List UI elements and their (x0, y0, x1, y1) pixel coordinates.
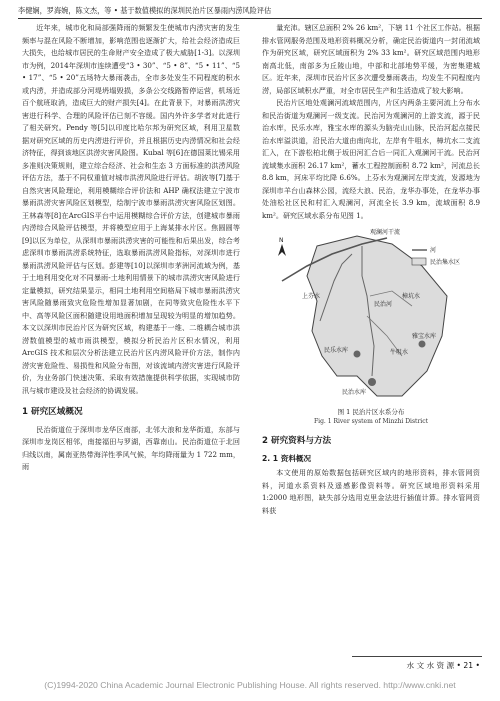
figure-caption-en: Fig. 1 River system of Minzhi District (313, 418, 429, 425)
river-paragraph: 民治片区地处观澜河流域范围内，片区内两条主要河流上分布水和民治街道为观澜河一级支流。民治河为观澜河的上游支流，源于民治水库，民乐水库，雅宝水库的源头为脑壳山山脉，民治河起点接民治水库溢洪道，沿民治大道由南向北，左岸有牛咀水，樟坑水二支流汇入，在下游松柏北侧于坂田河汇合后一同汇入观澜河干流。民治河流域集水面积 26.17 km²，蓄水工程控制面积 8.72 km²，河流总长 8.8 km，河床平均比降 6.6%。上芬水为观澜河左岸支流，发源地为深圳市羊台山森林公园，流经大浪、民治，龙华办事处，在龙华办事处油松社区民和村汇入观澜河，河流全长 3.9 km，流域面积 8.9 km²。研究区域水系分布见图 1。 (262, 98, 480, 220)
reservoir-b-label: 民乐水库 (324, 347, 349, 354)
left-column (22, 22, 240, 474)
zhangkeng-label: 樟坑水 (402, 293, 421, 300)
reservoir-a-label: 民治水库 (342, 389, 367, 396)
header-divider (18, 18, 482, 19)
river-system-map (262, 226, 480, 406)
reservoir-b-marker (354, 351, 361, 358)
north-label: N (279, 237, 284, 244)
legend-boundary-swatch (412, 258, 426, 265)
shangfen-label: 上芬水 (302, 293, 321, 300)
area-paragraph: 量充沛。辖区总面积 2% 26 km²，下辖 11 个社区工作站。根据排水管网服务范围及地形资料概况分析，确定民治街道内一封闭流域作为研究区域，研究区域面积为 2% 33 km²。研究区域范围内地形南高北低，南部多为丘陵山地，中部和北部地势平缓，为密集建城区。近年来，深圳市民治片区多次遭受暴雨袭击，均发生不同程度内涝，局部区域积水严重，对全市居民生产和生活造成了较大影响。 (262, 23, 480, 95)
journal-footer: 水 文 水 资 源 • 21 • (406, 661, 480, 670)
copyright-notice: (C)1994-2020 China Academic Journal Electronic Publishing House. All rights reserved. http://www.cnki.net (44, 680, 456, 690)
legend-boundary-label: 民治集水区 (430, 259, 461, 266)
legend-river-label: 河 (430, 247, 437, 254)
main-river-label: 观澜河干流 (370, 229, 401, 236)
running-header: 李健娴，罗海婉，陈文杰，等 • 基于数值模拟的深圳民治片区暴雨内涝风险评估 (18, 6, 272, 15)
intro-paragraph: 近年来，城市化和局部强降雨的频繁发生使城市内涝灾害的发生频率与混在风险不断增加，影响范围也逐渐扩大，给社会经济造成巨大损失，也给城市居民的生命财产安全造成了极大威胁[1-3]。以深圳市为例，2014年深圳市连续遭受“3 • 30”、“5 • 8”、“5 • 11”、“5 • 17”、“5 • 20”五场特大暴雨袭击，全市多处发生不同程度的积水或内涝，并造成部分河堤坍塌毁损，多条公交线路暂停运营，机场近百个航班取消，造成巨大的财产损失[4]。在此背景下，对暴雨洪涝灾害进行科学、合理的风险评估已刻不容缓。国内外许多学者对此进行了相关研究。Pendy 等[5]以印度比哈尔邦为研究区域，利用卫星数据对研究区域的历史内涝进行评价，并且根据历史内涝情况和社会经济特征，得到该地区洪涝灾害风险图。Kubal 等[6]在德国莱比锡采用多准则决策规则，建立综合经济、社会和生态 3 方面标准的洪涝风险评估方法，基于不同权重值对城市洪涝风险进行评估。胡波等[7]基于自然灾害风险理论，利用模糊综合评价法和 AHP 确权法建立宁波市暴雨洪涝灾害风险区划模型，绘制宁波市暴雨洪涝灾害风险区划图。王林森等[8]在ArcGIS平台中运用模糊综合评价方法，创建城市暴雨内涝综合风险评估模型，并将模型应用于上海某排水片区。焦圆圆等[9]以区为单位，从深圳市暴雨洪涝灾害的可能性和后果出发，综合考虑深圳市暴雨洪涝系统特征，选取暴雨洪涝风险指标，对深圳市进行暴雨洪涝风险评估与区划。彭建等[10]以深圳市茅洲河流域为例，基于土地利用变化对不同暴雨-土地利用情景下的城市洪涝灾害风险进行定量模拟，研究结果显示，相同土地利用空间格局下城市暴雨洪涝灾害风险随暴雨致灾危险性增加显著加剧，在同等致灾危险性水平下中、高等风险区面积随建设用地面积增加呈现较为明显的增加趋势。本文以深圳市民治片区为研究区域，构建基于一维、二维耦合城市洪涝数值模型的城市雨洪模型，模拟分析民治片区积水情况，利用 ArcGIS 技术和层次分析法建立民治片区内涝风险评价方法，制作内涝灾害危险性、易损性和风险分布图，对该流域内涝灾害进行风险评价，为业务部门快速决策、采取有效措施提供科学依据，实现城市防汛与城市建设及社会经济的协调发展。 (22, 23, 240, 395)
reservoir-a-marker (368, 378, 376, 386)
figure-caption: 图 1 民治片区水系分布 (337, 408, 405, 416)
section-1-paragraph: 民治街道位于深圳市龙华区南部，北邻大浪和龙华街道，东部与深圳市龙岗区相邻，南接福田与罗湖，西靠南山。民治街道位于北回归线以南，属南亚热带海洋性季风气候，年均降雨量为 1 722 mm，雨 (22, 424, 240, 471)
map-svg (262, 226, 480, 406)
niuzui-label: 牛咀水 (390, 349, 409, 356)
section-2-1-paragraph: 本文使用的原始数据包括研究区域内的地形资料，排水管网资料，河道水系资料及遥感影像资料等。研究区域地形资料采用 1:2000 地形图，缺失部分选用克里金法进行插值计算。排水管网资料获 (262, 468, 480, 515)
right-column (262, 22, 480, 517)
minzhi-river-label: 民治河 (374, 301, 393, 308)
reservoir-c-label: 雅宝水库 (412, 333, 437, 340)
reservoir-c-marker (419, 341, 426, 348)
section-1-heading: 1 研究区域概况 (22, 407, 83, 417)
north-arrow-icon (278, 244, 286, 256)
section-2-1-heading: 2. 1 资料概况 (262, 453, 312, 463)
section-2-heading: 2 研究资料与方法 (262, 436, 332, 446)
footer-divider (352, 656, 482, 657)
